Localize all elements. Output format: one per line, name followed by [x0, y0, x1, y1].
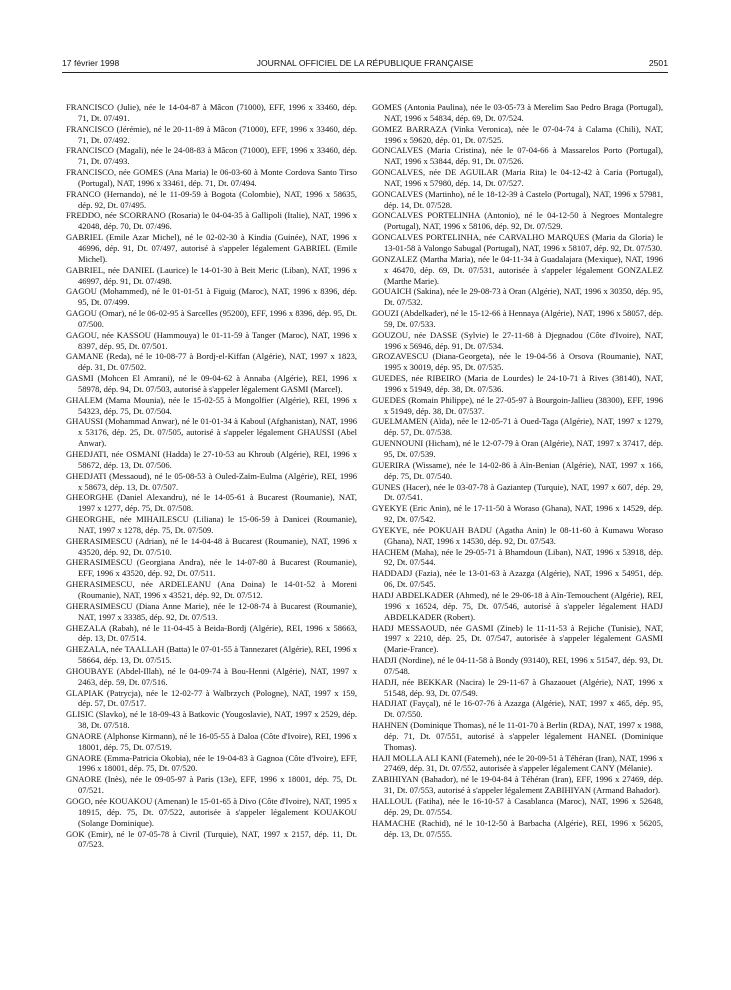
list-item: GHEZALA, née TAALLAH (Batta) le 07-01-55 à Tannezaret (Algérie), REI, 1996 x 58664, dép. 13, Dt. 07/515.	[66, 644, 357, 666]
list-item: GAGOU (Omar), né le 06-02-95 à Sarcelles (95200), EFF, 1996 x 8396, dép. 95, Dt. 07/500.	[66, 308, 357, 329]
list-item: GUEDES, née RIBEIRO (Maria de Lourdes) le 24-10-71 à Rives (38140), NAT, 1996 x 51949, dép. 38, Dt. 07/536.	[372, 373, 663, 394]
list-item: HADJ MESSAOUD, née GASMI (Zineb) le 11-11-53 à Rejiche (Tunisie), NAT, 1997 x 2210, dép. 25, Dt. 07/547, autorisée à s'appeler légalement GASMI (Marie-France).	[372, 622, 663, 655]
list-item: HADJIAT (Fayçal), né le 16-07-76 à Azazga (Algérie), NAT, 1997 x 465, dép. 95, Dt. 07/550.	[372, 698, 663, 720]
list-item: GHERASIMESCU (Georgiana Andra), née le 14-07-80 à Bucarest (Roumanie), EFF, 1996 x 43520, dép. 92, Dt. 07/511.	[66, 557, 357, 579]
list-item: GHOUBAYE (Abdel-Illah), né le 04-09-74 à Bou-Henni (Algérie), NAT, 1997 x 2463, dép. 59, Dt. 07/516.	[66, 665, 357, 687]
list-item: GABRIEL (Emile Azar Michel), né le 02-02-30 à Kindia (Guinée), NAT, 1996 x 46996, dép. 91, Dt. 07/497, autorisé à s'appeler légalement GABRIEL (Emile Michel).	[66, 232, 357, 264]
list-item: GOMEZ BARRAZA (Vinka Veronica), née le 07-04-74 à Calama (Chili), NAT, 1996 x 59620, dép. 01, Dt. 07/525.	[372, 123, 663, 145]
list-item: FRANCISCO (Magali), née le 24-08-83 à Mâcon (71000), EFF, 1996 x 33460, dép. 71, Dt. 07/493.	[66, 145, 357, 167]
list-item: GHEORGHE (Daniel Alexandru), né le 14-05-61 à Bucarest (Roumanie), NAT, 1997 x 1277, dép. 75, Dt. 07/508.	[66, 492, 357, 514]
list-item: GROZAVESCU (Diana-Georgeta), née le 19-04-56 à Orsova (Roumanie), NAT, 1995 x 30019, dép. 95, Dt. 07/535.	[372, 351, 663, 373]
list-item: GHALEM (Mama Mounia), née le 15-02-55 à Mongolfier (Algérie), REI, 1996 x 54323, dép. 75, Dt. 07/504.	[66, 394, 357, 416]
list-item: GONZALEZ (Martha Maria), née le 04-11-34 à Guadalajara (Mexique), NAT, 1996 x 46470, dép. 69, Dt. 07/531, autorisée à s'appeler légalement GONZALEZ (Marthe Marie).	[372, 253, 663, 286]
left-column	[66, 102, 357, 850]
list-item: FRANCISCO (Julie), née le 14-04-87 à Mâcon (71000), EFF, 1996 x 33460, dép. 71, Dt. 07/491.	[66, 102, 357, 123]
list-item: GLAPIAK (Patrycja), née le 12-02-77 à Walbrzych (Pologne), NAT, 1997 x 159, dép. 57, Dt. 07/517.	[66, 687, 357, 709]
list-item: GHEORGHE, née MIHAILESCU (Liliana) le 15-06-59 à Danicei (Roumanie), NAT, 1997 x 1278, dép. 75, Dt. 07/509.	[66, 514, 357, 535]
list-item: GHEDJATI (Messaoud), né le 05-08-53 à Ouled-Zaïm-Eulma (Algérie), REI, 1996 x 58673, dép. 13, Dt. 07/507.	[66, 470, 357, 492]
list-item: GNAORE (Emma-Patricia Okobia), née le 19-04-83 à Gagnoa (Côte d'Ivoire), EFF, 1996 x 18001, dép. 75, Dt. 07/520.	[66, 752, 357, 774]
journal-title: JOURNAL OFFICIEL DE LA RÉPUBLIQUE FRANÇAISE	[256, 58, 474, 68]
list-item: GHERASIMESCU (Adrian), né le 14-04-48 à Bucarest (Roumanie), NAT, 1996 x 43520, dép. 92, Dt. 07/510.	[66, 535, 357, 557]
list-item: FREDDO, née SCORRANO (Rosaria) le 04-04-35 à Gallipoli (Italie), NAT, 1996 x 42048, dép. 70, Dt. 07/496.	[66, 210, 357, 232]
list-item: GHEDJATI, née OSMANI (Hadda) le 27-10-53 au Khroub (Algérie), REI, 1996 x 58672, dép. 13, Dt. 07/506.	[66, 449, 357, 470]
list-item: HALLOUL (Fatiha), née le 16-10-57 à Casablanca (Maroc), NAT, 1996 x 52648, dép. 29, Dt. 07/554.	[372, 796, 663, 817]
list-item: GONCALVES PORTELINHA, née CARVALHO MARQUES (Maria da Gloria) le 13-01-58 à Valongo Sabugal (Portugal), NAT, 1996 x 58107, dép. 92, Dt. 07/530.	[372, 232, 663, 253]
list-item: GUEDES (Romain Philippe), né le 27-05-97 à Bourgoin-Jallieu (38300), EFF, 1996 x 51949, dép. 38, Dt. 07/537.	[372, 394, 663, 416]
list-item: GUELMAMEN (Aïda), née le 12-05-71 à Oued-Taga (Algérie), NAT, 1997 x 1279, dép. 57, Dt. 07/538.	[372, 416, 663, 438]
list-item: HACHEM (Maha), née le 29-05-71 à Bhamdoun (Liban), NAT, 1996 x 53918, dép. 92, Dt. 07/544.	[372, 546, 663, 568]
list-item: HAHNEN (Dominique Thomas), né le 11-01-70 à Berlin (RDA), NAT, 1997 x 1988, dép. 71, Dt. 07/551, autorisé à s'appeler légalement HANEL (Dominique Thomas).	[372, 720, 663, 752]
list-item: FRANCO (Hernando), né le 11-09-59 à Bogota (Colombie), NAT, 1996 x 58635, dép. 92, Dt. 07/495.	[66, 188, 357, 210]
list-item: HADJI, née BEKKAR (Nacira) le 29-11-67 à Ghazaouet (Algérie), NAT, 1996 x 51548, dép. 93, Dt. 07/549.	[372, 676, 663, 698]
list-item: GOUZI (Abdelkader), né le 15-12-66 à Hennaya (Algérie), NAT, 1996 x 58057, dép. 59, Dt. 07/533.	[372, 308, 663, 329]
list-item: GLISIC (Slavko), né le 18-09-43 à Batkovic (Yougoslavie), NAT, 1997 x 2529, dép. 38, Dt. 07/518.	[66, 709, 357, 731]
list-item: GONCALVES PORTELINHA (Antonio), né le 04-12-50 à Negroes Montalegre (Portugal), NAT, 1996 x 58106, dép. 92, Dt. 07/529.	[372, 210, 663, 232]
list-item: GONCALVES (Martinho), né le 18-12-39 à Castelo (Portugal), NAT, 1996 x 57981, dép. 14, Dt. 07/528.	[372, 188, 663, 210]
list-item: GONCALVES, née DE AGUILAR (Maria Rita) le 04-12-42 à Caria (Portugal), NAT, 1996 x 57980, dép. 14, Dt. 07/527.	[372, 167, 663, 188]
list-item: GNAORE (Inès), née le 09-05-97 à Paris (13e), EFF, 1996 x 18001, dép. 75, Dt. 07/521.	[66, 774, 357, 796]
list-item: GHEZALA (Rabah), né le 11-04-45 à Beida-Bordj (Algérie), REI, 1996 x 58663, dép. 13, Dt. 07/514.	[66, 622, 357, 644]
publication-date: 17 février 1998	[62, 58, 120, 68]
list-item: GHERASIMESCU, née ARDELEANU (Ana Doina) le 14-01-52 à Moreni (Roumanie), NAT, 1996 x 43521, dép. 92, Dt. 07/512.	[66, 579, 357, 600]
page-number: 2501	[648, 58, 668, 68]
list-item: HADDADJ (Fazia), née le 13-01-63 à Azazga (Algérie), NAT, 1996 x 54951, dép. 06, Dt. 07/545.	[372, 568, 663, 590]
list-item: HADJI (Nordine), né le 04-11-58 à Bondy (93140), REI, 1996 x 51547, dép. 93, Dt. 07/548.	[372, 655, 663, 676]
list-item: GHERASIMESCU (Diana Anne Marie), née le 12-08-74 à Bucarest (Roumanie), NAT, 1997 x 33385, dép. 92, Dt. 07/513.	[66, 600, 357, 622]
list-item: GUERIRA (Wissame), née le 14-02-86 à Aïn-Benian (Algérie), NAT, 1997 x 166, dép. 75, Dt. 07/540.	[372, 459, 663, 481]
list-item: GOMES (Antonia Paulina), née le 03-05-73 à Merelim Sao Pedro Braga (Portugal), NAT, 1996 x 54834, dép. 69, Dt. 07/524.	[372, 102, 663, 123]
list-item: GUNES (Hacer), née le 03-07-78 à Gaziantep (Turquie), NAT, 1997 x 607, dép. 29, Dt. 07/541.	[372, 481, 663, 503]
list-item: FRANCISCO (Jérémie), né le 20-11-89 à Mâcon (71000), EFF, 1996 x 33460, dép. 71, Dt. 07/492.	[66, 123, 357, 145]
list-item: GOGO, née KOUAKOU (Amenan) le 15-01-65 à Divo (Côte d'Ivoire), NAT, 1995 x 18915, dép. 75, Dt. 07/522, autorisée à s'appeler légalement KOUAKOU (Solange Dominique).	[66, 796, 357, 828]
list-item: GONCALVES (Maria Cristina), née le 07-04-66 à Massarelos Porto (Portugal), NAT, 1996 x 53844, dép. 91, Dt. 07/526.	[372, 145, 663, 167]
list-item: GASMI (Mohcen El Amrani), né le 09-04-62 à Annaba (Algérie), REI, 1996 x 58978, dép. 94, Dt. 07/503, autorisé à s'appeler légalement GASMI (Marcel).	[66, 373, 357, 394]
right-column	[372, 102, 663, 839]
page-header	[62, 58, 668, 73]
list-item: GOUAICH (Sakina), née le 29-08-73 à Oran (Algérie), NAT, 1996 x 30350, dép. 95, Dt. 07/532.	[372, 286, 663, 308]
list-item: GOUZOU, née DASSE (Sylvie) le 27-11-68 à Djegnadou (Côte d'Ivoire), NAT, 1996 x 56946, dép. 91, Dt. 07/534.	[372, 329, 663, 351]
list-item: GAGOU (Mohammed), né le 01-01-51 à Figuig (Maroc), NAT, 1996 x 8396, dép. 95, Dt. 07/499.	[66, 286, 357, 308]
list-item: GAGOU, née KASSOU (Hammouya) le 01-11-59 à Tanger (Maroc), NAT, 1996 x 8397, dép. 95, Dt. 07/501.	[66, 329, 357, 351]
list-item: GYEKYE (Eric Anin), né le 17-11-50 à Woraso (Ghana), NAT, 1996 x 14529, dép. 92, Dt. 07/542.	[372, 503, 663, 525]
list-item: GNAORE (Alphonse Kirmann), né le 16-05-55 à Daloa (Côte d'Ivoire), REI, 1996 x 18001, dép. 75, Dt. 07/519.	[66, 730, 357, 752]
list-item: ZABIHIYAN (Bahador), né le 19-04-84 à Téhéran (Iran), EFF, 1996 x 27469, dép. 31, Dt. 07/553, autorisé à s'appeler légalement ZABIHIYAN (Armand Bahador).	[372, 774, 663, 796]
list-item: HADJ ABDELKADER (Ahmed), né le 29-06-18 à Aïn-Temouchent (Algérie), REI, 1996 x 16524, dép. 75, Dt. 07/546, autorisé à s'appeler légalement HADJ ABDELKADER (Robert).	[372, 589, 663, 622]
list-item: GAMANE (Reda), né le 10-08-77 à Bordj-el-Kiffan (Algérie), NAT, 1997 x 1823, dép. 31, Dt. 07/502.	[66, 351, 357, 373]
list-item: FRANCISCO, née GOMES (Ana Maria) le 06-03-60 à Monte Cordova Santo Tirso (Portugal), NAT, 1996 x 33461, dép. 71, Dt. 07/494.	[66, 167, 357, 188]
list-item: GUENNOUNI (Hicham), né le 12-07-79 à Oran (Algérie), NAT, 1997 x 37417, dép. 95, Dt. 07/539.	[372, 438, 663, 459]
list-item: HAMACHE (Rachid), né le 10-12-50 à Barbacha (Algérie), REI, 1996 x 56205, dép. 13, Dt. 07/555.	[372, 817, 663, 839]
list-item: GHAUSSI (Mohammad Anwar), né le 01-01-34 à Kaboul (Afghanistan), NAT, 1996 x 53176, dép. 25, Dt. 07/505, autorisé à s'appeler légalement GHAUSSI (Abel Anwar).	[66, 416, 357, 449]
list-item: HAJI MOLLA ALI KANI (Fatemeh), née le 20-09-51 à Téhéran (Iran), NAT, 1996 x 27469, dép. 31, Dt. 07/552, autorisée à s'appeler légalement CANY (Mélanie).	[372, 752, 663, 774]
list-item: GOK (Emir), né le 07-05-78 à Civril (Turquie), NAT, 1997 x 2157, dép. 11, Dt. 07/523.	[66, 828, 357, 850]
list-item: GABRIEL, née DANIEL (Laurice) le 14-01-30 à Beit Meric (Liban), NAT, 1996 x 46997, dép. 91, Dt. 07/498.	[66, 264, 357, 286]
list-item: GYEKYE, née POKUAH BADU (Agatha Anin) le 08-11-60 à Kumawu Woraso (Ghana), NAT, 1996 x 14530, dép. 92, Dt. 07/543.	[372, 524, 663, 546]
